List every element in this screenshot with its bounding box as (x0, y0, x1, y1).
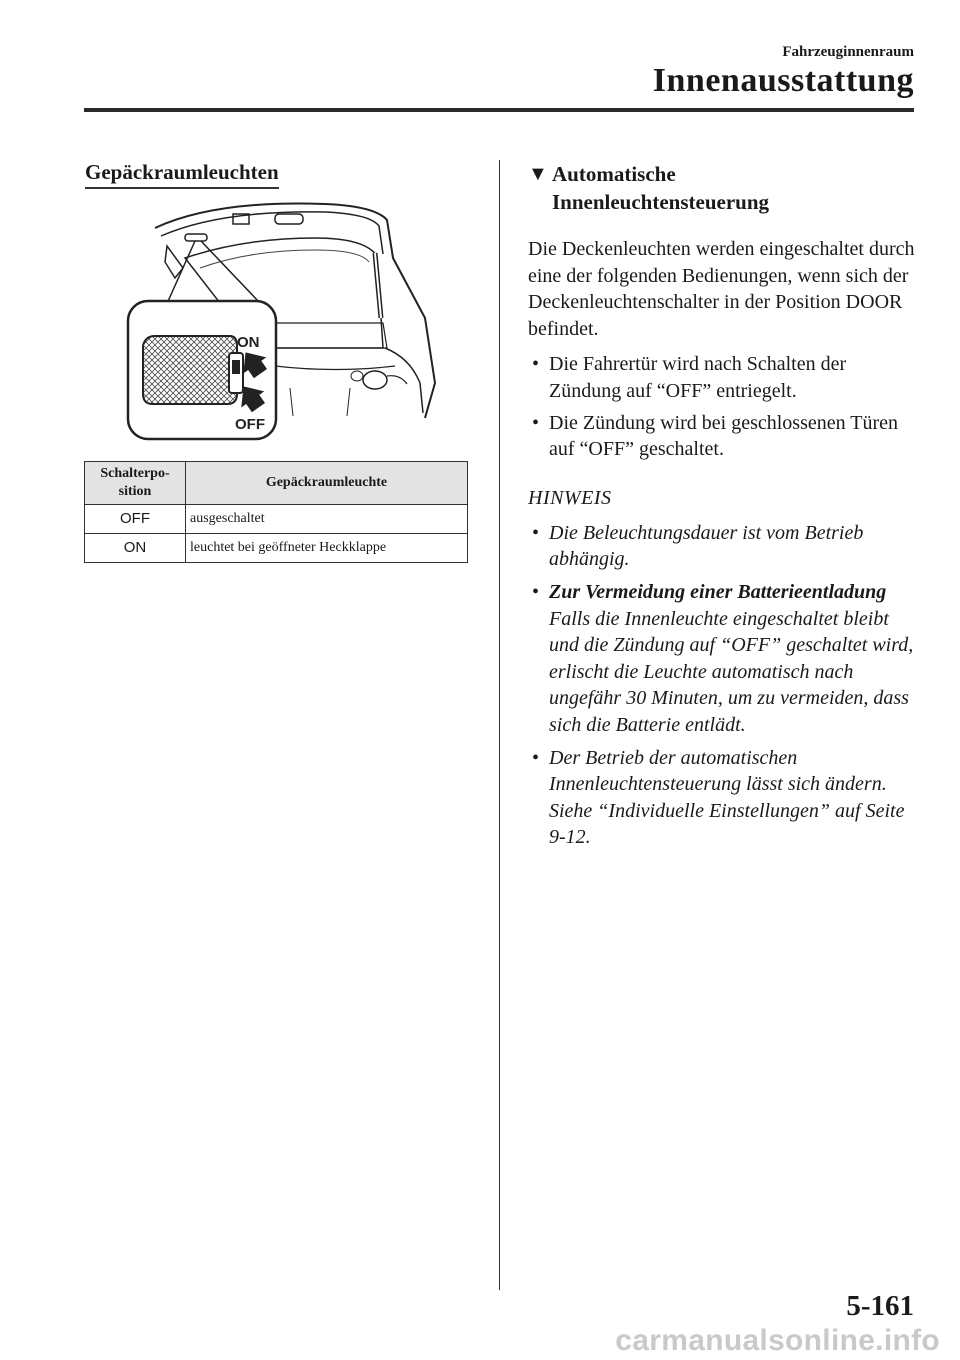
switch-position-table (84, 461, 468, 563)
intro-paragraph: Die Deckenleuchten werden eingeschaltet durch eine der folgenden Bedienungen, wenn sich der Deckenleuchtenschalter in der Position DOOR befindet. (528, 238, 915, 340)
right-column (528, 160, 918, 857)
bullet-icon: • (532, 521, 540, 544)
section-title: Innenausstattung (652, 62, 914, 99)
note-item (528, 579, 918, 739)
bullet-icon: • (532, 353, 540, 376)
switch-position-cell: ON (85, 534, 186, 563)
list-item-text: Die Fahrertür wird nach Schalten der Zündung auf “OFF” entriegelt. (549, 353, 847, 402)
triangle-marker-icon: ▼ (528, 163, 548, 185)
list-item-text: Die Zündung wird bei geschlossenen Türen auf “OFF” geschaltet. (549, 411, 898, 461)
table-row (85, 534, 468, 563)
table-row (85, 505, 468, 534)
bullet-icon: • (532, 580, 540, 603)
header-rule (84, 108, 914, 112)
note-item (528, 520, 918, 573)
bullet-icon: • (532, 746, 540, 769)
note-title: HINWEIS (528, 486, 612, 509)
light-state-cell: ausgeschaltet (186, 505, 468, 534)
note-text: Die Beleuchtungsdauer ist vom Betrieb abhängig. (549, 521, 864, 571)
heading-line-1: Automatische (552, 162, 676, 186)
chapter-label: Fahrzeuginnenraum (782, 44, 914, 60)
column-divider (499, 160, 500, 1290)
heading-line-2: Innenleuchtensteuerung (552, 190, 770, 214)
list-item (528, 410, 918, 463)
luggage-light-heading: Gepäckraumleuchten (85, 160, 279, 189)
page-number: 5-161 (846, 1290, 914, 1322)
col-header-switch-position: Schalterpo- sition (85, 462, 186, 505)
note-item (528, 745, 918, 851)
list-item (528, 351, 918, 404)
figure-off-label: OFF (235, 416, 265, 433)
auto-control-heading (528, 160, 918, 216)
luggage-light-illustration (125, 198, 437, 441)
col-header-luggage-light: Gepäckraumleuchte (186, 462, 468, 505)
bullet-icon: • (532, 411, 540, 434)
condition-list (528, 351, 918, 462)
watermark: carmanualsonline.info (615, 1324, 940, 1357)
switch-position-cell: OFF (85, 505, 186, 534)
table-header-row (85, 462, 468, 505)
note-subheading: Zur Vermeidung einer Batterieentladung (549, 580, 887, 603)
note-text: Falls die Innenleuchte eingeschaltet bleibt und die Zündung auf “OFF” geschaltet wird, erlischt die Leuchte automatisch nach ungefähr 30 Minuten, um zu vermeiden, dass sich die Batterie entlädt. (549, 607, 914, 736)
light-state-cell: leuchtet bei geöffneter Heckklappe (186, 534, 468, 563)
note-text: Der Betrieb der automatischen Innenleuchtensteuerung lässt sich ändern. (549, 746, 887, 796)
figure-on-label: ON (237, 334, 260, 351)
cross-reference-text: Siehe “Individuelle Einstellungen” auf Seite 9-12. (549, 799, 905, 849)
note-list (528, 520, 918, 851)
